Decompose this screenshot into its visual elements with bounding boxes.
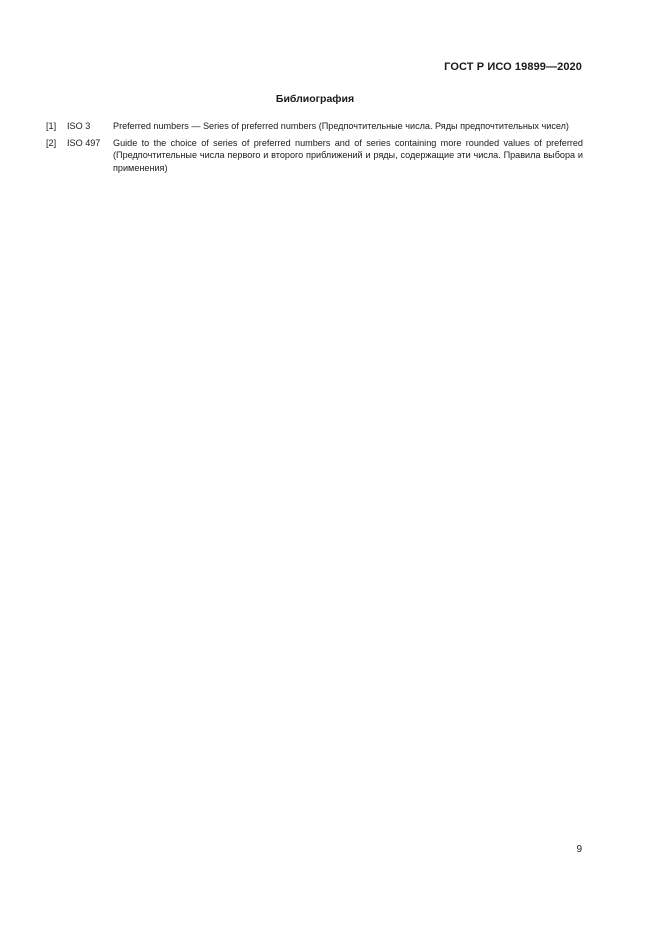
- bibliography-list: [46, 120, 583, 178]
- entry-text: Guide to the choice of series of preferred numbers and of series containing more rounded values of preferred (Предпочтительные числа первого и второго приближений и ряды, содержащие эти числа. Правила выбора и применения): [113, 137, 583, 173]
- entry-text: Preferred numbers — Series of preferred numbers (Предпочтительные числа. Ряды предпочтительных чисел): [113, 121, 569, 131]
- page-number: 9: [576, 844, 582, 855]
- entry-number: [2]: [46, 137, 57, 148]
- bibliography-entry: [46, 120, 583, 133]
- entry-reference: ISO 3: [67, 121, 91, 131]
- bibliography-entry: [46, 137, 583, 175]
- entry-number: [1]: [46, 121, 57, 131]
- entry-reference: ISO 497: [67, 137, 101, 148]
- document-standard-code: ГОСТ Р ИСО 19899—2020: [444, 61, 582, 73]
- bibliography-title: Библиография: [275, 93, 355, 105]
